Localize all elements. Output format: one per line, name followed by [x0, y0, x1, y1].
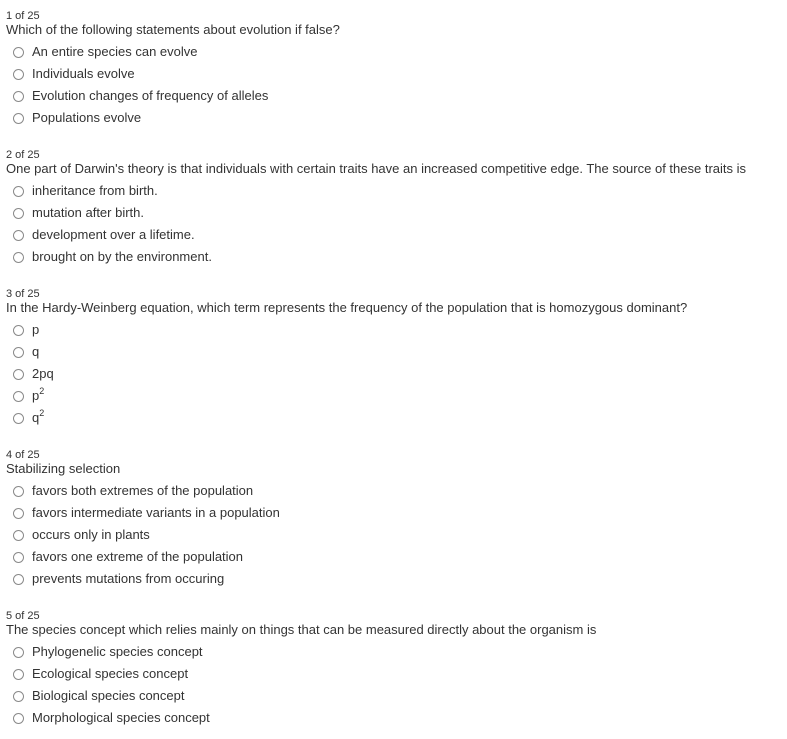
answer-label: Morphological species concept: [32, 710, 210, 725]
answer-option[interactable]: [13, 365, 54, 383]
exponent: 2: [39, 385, 45, 396]
radio-button[interactable]: [13, 91, 24, 102]
question-4: [6, 449, 784, 586]
answer-label: Individuals evolve: [32, 66, 135, 81]
answer-label: [32, 385, 45, 404]
radio-button[interactable]: [13, 369, 24, 380]
radio-button[interactable]: [13, 186, 24, 197]
answer-option[interactable]: [13, 87, 268, 105]
question-counter: 2 of 25: [6, 149, 40, 161]
radio-button[interactable]: [13, 47, 24, 58]
radio-button[interactable]: [13, 486, 24, 497]
answer-option[interactable]: [13, 504, 280, 522]
question-prompt: One part of Darwin's theory is that individuals with certain traits have an increased competitive edge. The source of these traits is: [6, 161, 746, 176]
answer-option[interactable]: [13, 321, 39, 339]
question-5: [6, 610, 784, 725]
radio-button[interactable]: [13, 69, 24, 80]
answer-label: Populations evolve: [32, 110, 142, 125]
radio-button[interactable]: [13, 574, 24, 585]
answer-option[interactable]: [13, 482, 253, 500]
radio-button[interactable]: [13, 391, 24, 402]
radio-button[interactable]: [13, 691, 24, 702]
question-2: [6, 149, 784, 264]
answer-option[interactable]: [13, 687, 184, 705]
radio-button[interactable]: [13, 325, 24, 336]
answer-option[interactable]: [13, 43, 197, 61]
radio-button[interactable]: [13, 252, 24, 263]
answer-label: Phylogenelic species concept: [32, 644, 203, 659]
question-prompt: Which of the following statements about evolution if false?: [6, 22, 340, 37]
answer-label: Ecological species concept: [32, 666, 189, 681]
answer-label: Evolution changes of frequency of alleles: [32, 88, 269, 103]
answer-label: An entire species can evolve: [32, 44, 198, 59]
answer-label: brought on by the environment.: [32, 249, 212, 264]
answer-option[interactable]: [13, 248, 212, 266]
answer-label: Biological species concept: [32, 688, 185, 703]
answer-label: favors one extreme of the population: [32, 549, 244, 564]
answer-option[interactable]: [13, 109, 141, 127]
question-counter: 5 of 25: [6, 610, 40, 622]
answer-label: [32, 366, 54, 382]
radio-button[interactable]: [13, 669, 24, 680]
question-3: [6, 288, 784, 425]
answer-option[interactable]: [13, 709, 210, 727]
answer-option[interactable]: [13, 226, 195, 244]
answer-option[interactable]: [13, 182, 158, 200]
radio-button[interactable]: [13, 230, 24, 241]
question-counter: 1 of 25: [6, 10, 40, 22]
radio-button[interactable]: [13, 530, 24, 541]
radio-button[interactable]: [13, 413, 24, 424]
answer-option[interactable]: [13, 643, 203, 661]
answer-term: p: [32, 322, 40, 337]
answer-label: favors intermediate variants in a population: [32, 505, 280, 520]
radio-button[interactable]: [13, 508, 24, 519]
exponent: 2: [39, 407, 45, 418]
answer-option[interactable]: [13, 409, 44, 427]
question-counter: 4 of 25: [6, 449, 40, 461]
radio-button[interactable]: [13, 113, 24, 124]
question-prompt: Stabilizing selection: [6, 461, 121, 476]
answer-option[interactable]: [13, 343, 39, 361]
answer-label: [32, 344, 39, 360]
answer-option[interactable]: [13, 548, 243, 566]
answer-label: favors both extremes of the population: [32, 483, 254, 498]
radio-button[interactable]: [13, 208, 24, 219]
answer-label: inheritance from birth.: [32, 183, 158, 198]
question-prompt: In the Hardy-Weinberg equation, which term represents the frequency of the population that is homozygous dominant?: [6, 300, 688, 315]
answer-option[interactable]: [13, 204, 144, 222]
answer-option[interactable]: [13, 570, 224, 588]
answer-option[interactable]: [13, 387, 44, 405]
answer-option[interactable]: [13, 65, 135, 83]
question-prompt: The species concept which relies mainly on things that can be measured directly about the organism is: [6, 622, 597, 637]
radio-button[interactable]: [13, 713, 24, 724]
answer-term: p: [32, 388, 40, 403]
answer-label: [32, 322, 39, 338]
question-1: [6, 10, 784, 125]
radio-button[interactable]: [13, 552, 24, 563]
answer-label: mutation after birth.: [32, 205, 144, 220]
question-counter: 3 of 25: [6, 288, 40, 300]
answer-label: occurs only in plants: [32, 527, 150, 542]
answer-term: q: [32, 410, 40, 425]
radio-button[interactable]: [13, 647, 24, 658]
answer-label: development over a lifetime.: [32, 227, 195, 242]
answer-label: prevents mutations from occuring: [32, 571, 225, 586]
radio-button[interactable]: [13, 347, 24, 358]
answer-option[interactable]: [13, 526, 150, 544]
answer-term: 2pq: [32, 366, 54, 381]
answer-option[interactable]: [13, 665, 188, 683]
answer-term: q: [32, 344, 40, 359]
answer-label: [32, 407, 45, 426]
